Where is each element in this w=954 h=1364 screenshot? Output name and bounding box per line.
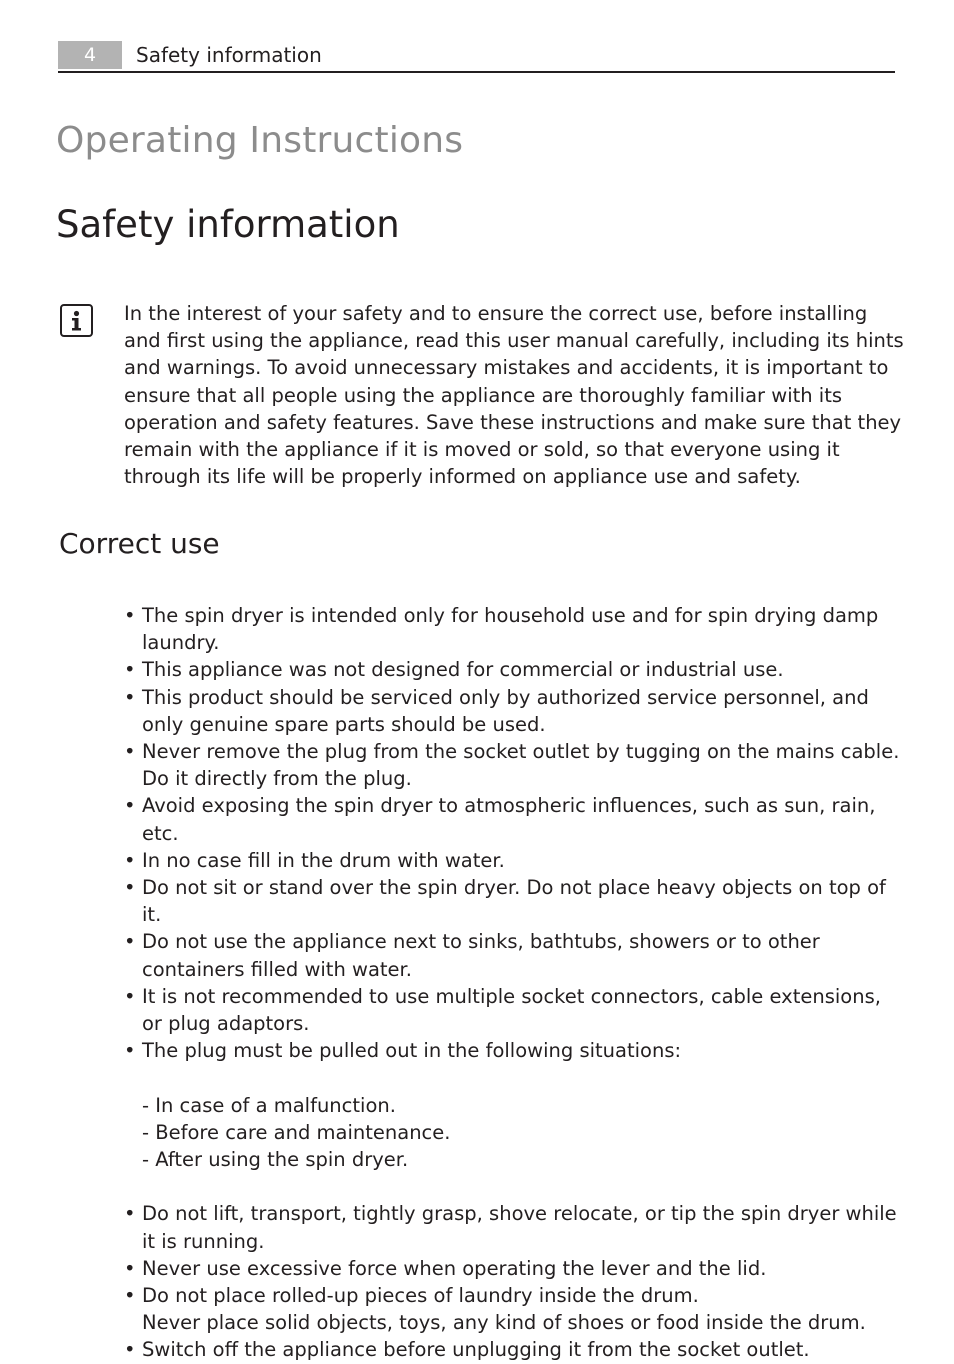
list-item: • Switch off the appliance before unplugging it from the socket outlet. (124, 1336, 904, 1363)
list-item: • The spin dryer is intended only for household use and for spin drying damp laundry. (124, 602, 904, 656)
info-icon (60, 304, 93, 337)
list-item: • Do not sit or stand over the spin dryer. Do not place heavy objects on top of it. (124, 874, 904, 928)
list-spacer (124, 1173, 904, 1200)
correct-use-list (124, 602, 904, 1364)
list-item: • Do not use the appliance next to sinks, bathtubs, showers or to other containers filled with water. (124, 928, 904, 982)
list-item: • The plug must be pulled out in the following situations: (124, 1037, 904, 1064)
chapter-title: Operating Instructions (56, 120, 464, 161)
list-sub-item: - After using the spin dryer. (142, 1148, 409, 1172)
list-sub-item: - In case of a malfunction. (142, 1093, 396, 1117)
list-item-continuation: Never place solid objects, toys, any kind of shoes or food inside the drum. (142, 1311, 866, 1335)
list-item: • In no case fill in the drum with water. (124, 847, 904, 874)
list-item: • This product should be serviced only by authorized service personnel, and only genuine spare parts should be used. (124, 684, 904, 738)
list-item: • This appliance was not designed for commercial or industrial use. (124, 656, 904, 683)
list-sub-item: - Before care and maintenance. (142, 1120, 451, 1144)
list-item: • Never use excessive force when operating the lever and the lid. (124, 1255, 904, 1282)
correct-use-heading: Correct use (59, 527, 220, 560)
list-item: • Avoid exposing the spin dryer to atmospheric influences, such as sun, rain, etc. (124, 792, 904, 846)
intro-paragraph: In the interest of your safety and to ensure the correct use, before installing and first using the appliance, read this user manual carefully, including its hints and warnings. To avoid unnecessary mistakes and accidents, it is important to ensure that all people using the appliance are thoroughly familiar with its operation and safety features. Save these instructions and make sure that they remain with the appliance if it is moved or sold, so that everyone using it through its life will be properly informed on appliance use and safety. (124, 302, 904, 489)
page-header (58, 41, 895, 73)
list-item: • It is not recommended to use multiple socket connectors, cable extensions, or plug adaptors. (124, 983, 904, 1037)
list-item: • Do not place rolled-up pieces of laundry inside the drum. (124, 1282, 904, 1309)
list-spacer (124, 1064, 904, 1091)
page-number: 4 (58, 41, 122, 69)
page-title: Safety information (56, 203, 400, 246)
header-section-label: Safety information (136, 43, 322, 67)
list-item: • Never remove the plug from the socket outlet by tugging on the mains cable. Do it directly from the plug. (124, 738, 904, 792)
list-item: • Do not lift, transport, tightly grasp, shove relocate, or tip the spin dryer while it is running. (124, 1200, 904, 1254)
